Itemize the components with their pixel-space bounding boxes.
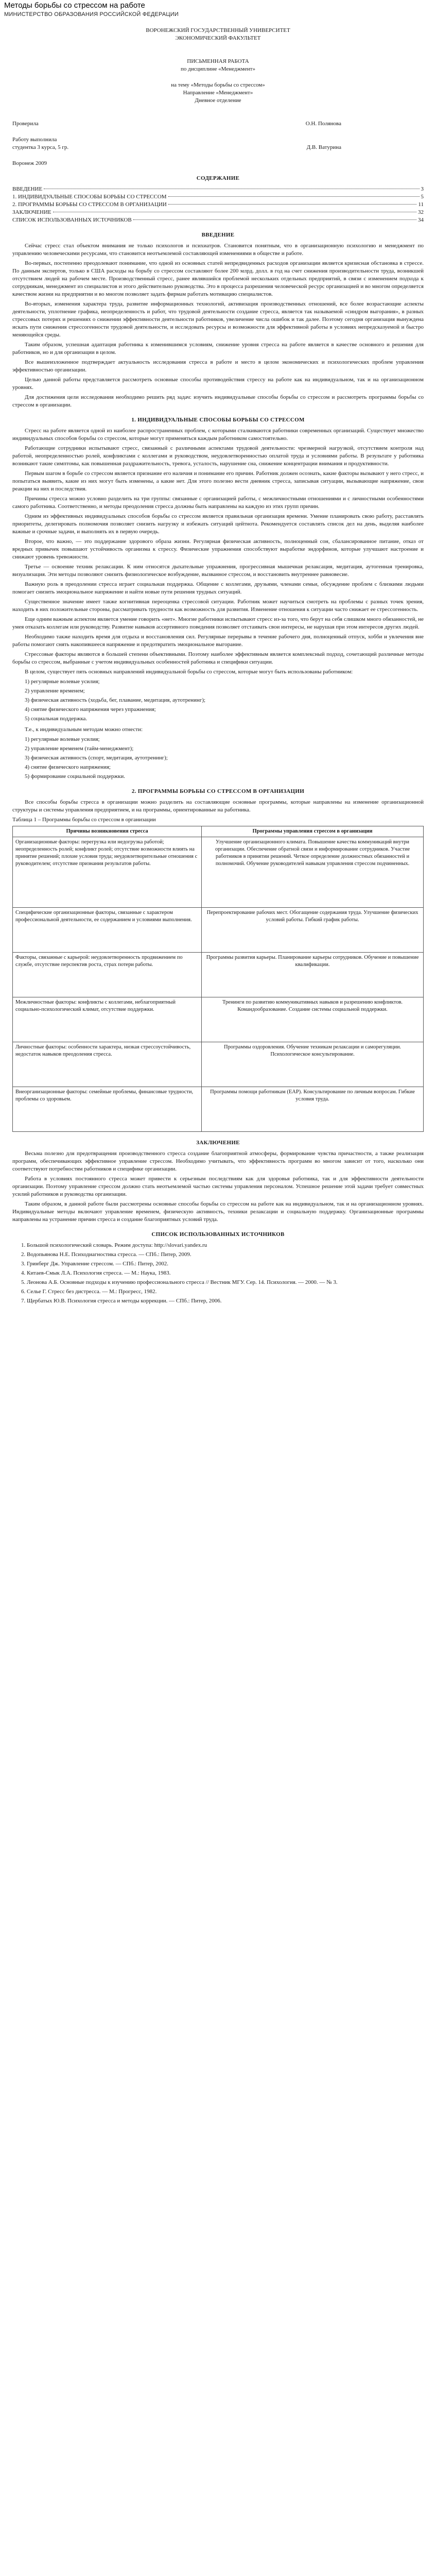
paragraph: Таким образом, успешная адаптация работника к изменившимся условиям, снижение уровня стресса на работе является в качестве основного и решения для работников, но и для организации в целом. (12, 342, 424, 355)
toc-row[interactable]: ЗАКЛЮЧЕНИЕ 32 (12, 209, 424, 215)
table-cell: Программы развития карьеры. Планирование карьеры сотрудников. Обучение и повышение квалификации. (202, 953, 424, 997)
toc (12, 185, 424, 224)
paragraph: Во-вторых, изменения характера труда, развитие информационных технологий, активизация производственных отношений, все более возрастающие аспекты деятельности, уплотнение графика, неопределенность и работ, что трудовой деятельности создание стресса, является так называемой «синдром выгорания», в разных стрессовых потерях и решениях о снижении эффективности деятельности работников, увеличение числа ошибок и так далее. Поэтому сегодня организация вынуждена искать пути снижения стрессогенности трудовой деятельности, и исследовать ресурсы и возможности для эффективной работы в условиях непредсказуемой и быстро меняющейся среды. (12, 301, 424, 338)
table-cell: Специфические организационные факторы, связанные с характером профессиональной деятельности, ее содержанием и условиями выполнения. (13, 908, 202, 953)
programs-table (12, 826, 424, 1132)
paragraph: Одним из эффективных индивидуальных способов борьбы со стрессом является правильная организация времени. Умение планировать свою работу, расставлять приоритеты, делегировать полномочия позволяет снизить нагрузку и избежать ситуаций цейтнота. Рекомендуется составлять список дел на день, выделяя наиболее важные и срочные задачи, и выполнять их в первую очередь. (12, 513, 424, 535)
done-row (12, 144, 424, 151)
toc-row[interactable]: 2. ПРОГРАММЫ БОРЬБЫ СО СТРЕССОМ В ОРГАНИЗАЦИИ 11 (12, 201, 424, 208)
title-block (12, 27, 424, 167)
ministry-line: МИНИСТЕРСТВО ОБРАЗОВАНИЯ РОССИЙСКОЙ ФЕДЕРАЦИИ (4, 11, 179, 18)
table-cell: Перепроектирование рабочих мест. Обогащение содержания труда. Улучшение физических условий работы. Гибкий график работы. (202, 908, 424, 953)
table-cell: Организационные факторы: перегрузка или недогрузка работой; неопределенность ролей; конфликт ролей; отсутствие возможности влиять на принятие решений; плохие условия труда; неудовлетворительные отношения с руководителем; отсутствие признания результатов работы. (13, 837, 202, 908)
reference-item: 6. Селье Г. Стресс без дистресса. — М.: Прогресс, 1982. (27, 1288, 424, 1296)
work-type: ПИСЬМЕННАЯ РАБОТА (187, 58, 249, 64)
reference-item: 4. Китаев-Смык Л.А. Психология стресса. — М.: Наука, 1983. (27, 1269, 424, 1277)
toc-row[interactable]: ВВЕДЕНИЕ 3 (12, 186, 424, 192)
page-title: Методы борьбы со стрессом на работе (4, 1, 145, 10)
checked-name: О.Н. Полянова (305, 121, 341, 127)
done-student: студентка 3 курса, 5 гр. (12, 144, 69, 150)
done-name: Д.В. Ватурина (306, 144, 341, 150)
paragraph: Целью данной работы представляется рассмотреть основные способы противодействия стрессу на работе как на индивидуальном, так и на организационном уровнях. (12, 377, 424, 391)
university: ВОРОНЕЖСКИЙ ГОСУДАРСТВЕННЫЙ УНИВЕРСИТЕТ (146, 27, 290, 33)
paragraph: Стресс на работе является одной из наиболее распространенных проблем, с которыми сталкиваются работники современных организаций. Существует множество индивидуальных способов борьбы со стрессом, которые могут применяться каждым работником самостоятельно. (12, 428, 424, 442)
table-row (13, 953, 424, 997)
toc-heading: СОДЕРЖАНИЕ (196, 175, 240, 181)
paragraph: Причины стресса можно условно разделить на три группы: связанные с организацией работы, с межличностными отношениями и с личностными особенностями самого работника. Соответственно, и методы преодоления стресса должны быть направлены на каждую из этих групп причин. (12, 496, 424, 510)
checked-label: Проверила (12, 121, 39, 127)
section1-body (12, 427, 424, 781)
table-cell: Тренинги по развитию коммуникативных навыков и разрешению конфликтов. Командообразование. Создание системы социальной поддержки. (202, 997, 424, 1042)
list-item: 4) снятие физического напряжения; (25, 764, 111, 770)
intro-heading: ВВЕДЕНИЕ (201, 232, 235, 238)
paragraph: Стрессовые факторы являются в большей степени объективными. Поэтому наиболее эффективным является комплексный подход, сочетающий различные методы борьбы со стрессом, выбранные с учетом индивидуальных особенностей работника и специфики ситуации. (12, 651, 424, 665)
city-year: Воронеж 2009 (12, 160, 47, 166)
table-cell: Улучшение организационного климата. Повышение качества коммуникаций внутри организации. Обеспечение обратной связи и информирование сотрудников. Участие работников в принятии решений. Четкое определение должностных обязанностей и полномочий. Обучение руководителей навыкам управления стрессом подчиненных. (202, 837, 424, 908)
list-item: 3) физическая активность (спорт, медитация, аутотренинг); (25, 755, 168, 761)
paragraph: Необходимо также находить время для отдыха и восстановления сил. Регулярные перерывы в течение рабочего дня, полноценный отпуск, хобби и увлечения вне работы помогают снять накопившееся напряжение и предотвратить эмоциональное выгорание. (12, 634, 424, 648)
paragraph: Важную роль в преодолении стресса играет социальная поддержка. Общение с коллегами, друзьями, членами семьи, обсуждение проблем с близкими людьми помогает снизить эмоциональное напряжение и найти новые пути решения трудных ситуаций. (12, 581, 424, 595)
references-list (12, 1242, 424, 1305)
references-heading: СПИСОК ИСПОЛЬЗОВАННЫХ ИСТОЧНИКОВ (151, 1231, 285, 1238)
section2-heading: 2. ПРОГРАММЫ БОРЬБЫ СО СТРЕССОМ В ОРГАНИЗАЦИИ (131, 788, 305, 794)
reference-item: 1. Большой психологический словарь. Режим доступа: http://slovari.yandex.ru (27, 1242, 424, 1249)
table-cell: Внеорганизационные факторы: семейные проблемы, финансовые трудности, проблемы со здоровьем. (13, 1087, 202, 1132)
discipline: по дисциплине «Менеджмент» (181, 66, 255, 72)
paragraph: Т.е., к индивидуальным методам можно отнести: (25, 726, 143, 733)
paragraph: Второе, что важно, — это поддержание здорового образа жизни. Регулярная физическая активность, полноценный сон, сбалансированное питание, отказ от вредных привычек повышают устойчивость организма к стрессу. Физические упражнения способствуют выработке эндорфинов, которые улучшают настроение и снижают уровень тревожности. (12, 538, 424, 560)
list (12, 736, 424, 781)
document-body (12, 27, 424, 2576)
toc-row[interactable]: СПИСОК ИСПОЛЬЗОВАННЫХ ИСТОЧНИКОВ 34 (12, 217, 424, 223)
table-row (13, 908, 424, 953)
table-caption: Таблица 1 – Программы борьбы со стрессом в организации (12, 817, 156, 823)
reference-item: 3. Гринберг Дж. Управление стрессом. — СПб.: Питер, 2002. (27, 1260, 424, 1268)
table-header: Программы управления стрессом в организации (202, 826, 424, 837)
table-header: Причины возникновения стресса (13, 826, 202, 837)
section1-heading: 1. ИНДИВИДУАЛЬНЫЕ СПОСОБЫ БОРЬБЫ СО СТРЕССОМ (131, 417, 305, 423)
paragraph: Еще одним важным аспектом является умение говорить «нет». Многие работники испытывают стресс из-за того, что берут на себя слишком много обязанностей, не умея отказать коллегам или руководству. Развитие навыков ассертивного поведения позволяет отстаивать свои интересы, не нарушая при этом интересов других людей. (12, 616, 424, 630)
paragraph: Работа в условиях постоянного стресса может привести к серьезным последствиям как для здоровья работника, так и для эффективности деятельности организации. Поэтому управление стрессом должно стать неотъемлемой частью системы управления персоналом. Успешное решение этой задачи требует совместных усилий работников и руководства организации. (12, 1176, 424, 1197)
done-label: Работу выполнила (12, 137, 57, 143)
paragraph: Третье — освоение техник релаксации. К ним относятся дыхательные упражнения, прогрессивная мышечная релаксация, медитация, аутогенная тренировка, визуализация. Эти методы позволяют снизить физиологическое возбуждение, вызванное стрессом, и восстановить внутреннее равновесие. (12, 564, 424, 578)
paragraph: Работающие сотрудники испытывают стресс, связанный с различными аспектами трудовой деятельности: чрезмерной нагрузкой, отсутствием контроля над работой, неопределенностью ролей, конфликтами с коллегами и руководством, неудовлетворенностью оплатой труда и условиями работы. В результате у работника возникают такие симптомы, как повышенная раздражительность, тревога, усталость, нарушение сна, снижение концентрации внимания и продуктивности. (12, 445, 424, 467)
topic: на тему «Методы борьбы со стрессом» (171, 82, 265, 88)
table-cell: Программы помощи работникам (ЕАР). Консультирование по личным вопросам. Гибкие условия труда. (202, 1087, 424, 1132)
list-item: 2) управление временем (тайм-менеджмент); (25, 745, 134, 752)
conclusion-body (12, 1150, 424, 1224)
paragraph: Существенное значение имеет также когнитивная переоценка стрессовой ситуации. Работник может научиться смотреть на проблемы с разных точек зрения, находить в них положительные стороны, рассматривать трудности как возможность для развития. Изменение отношения к ситуации часто снижает ее стрессогенность. (12, 599, 424, 613)
paragraph: Таким образом, в данной работе были рассмотрены основные способы борьбы со стрессом на работе как на индивидуальном, так и на организационном уровнях. Индивидуальные методы включают управление временем, физическую активность, техники релаксации и социальную поддержку. Организационные программы направлены на устранение причин стресса и создание благоприятных условий труда. (12, 1201, 424, 1223)
paragraph: В целом, существует пять основных направлений индивидуальной борьбы со стрессом, которые могут быть использованы работником: (25, 669, 353, 675)
intro-body (12, 242, 424, 409)
reference-item: 5. Леонова А.Б. Основные подходы к изучению профессионального стресса // Вестник МГУ. Сер. 14. Психология. — 2000. — № 3. (27, 1279, 424, 1286)
table-row (13, 837, 424, 908)
faculty: ЭКОНОМИЧЕСКИЙ ФАКУЛЬТЕТ (175, 35, 261, 41)
list-item: 1) регулярные волевые усилия; (25, 736, 100, 742)
paragraph: Первым шагом в борьбе со стрессом является признание его наличия и понимание его причин. Работник должен осознать, какие факторы вызывают у него стресс, и попытаться выявить, какие из них могут быть изменены, а какие нет. Для этого полезно вести дневник стресса, записывая ситуации, вызывающие напряжение, свои реакции на них и последствия. (12, 470, 424, 492)
list-item: 5) социальная поддержка. (25, 716, 88, 722)
list-item: 5) формирование социальной поддержки. (25, 773, 125, 779)
list-item: 3) физическая активность (ходьба, бег, плавание, медитация, аутотренинг); (25, 697, 206, 703)
reference-item: 7. Щербатых Ю.В. Психология стресса и методы коррекции. — СПб.: Питер, 2006. (27, 1297, 424, 1305)
list (12, 678, 424, 723)
reference-item: 2. Водопьянова Н.Е. Психодиагностика стресса. — СПб.: Питер, 2009. (27, 1251, 424, 1259)
list-item: 1) регулярные волевые усилия; (25, 679, 100, 685)
conclusion-heading: ЗАКЛЮЧЕНИЕ (196, 1140, 240, 1146)
paragraph: Для достижения цели исследования необходимо решить ряд задач: изучить индивидуальные способы борьбы со стрессом и рассмотреть программы борьбы со стрессом в организации. (12, 394, 424, 408)
table-cell: Программы оздоровления. Обучение техникам релаксации и саморегуляции. Психологическое консультирование. (202, 1042, 424, 1087)
paragraph: Сейчас стресс стал объектом внимания не только психологов и психиатров. Становится понятным, что в организационную психологию и менеджмент по управлению человеческими ресурсами, что становится неотъемлемой составляющей изменениями в обществе и работе. (12, 243, 424, 257)
list-item: 2) управление временем; (25, 688, 85, 694)
table-row (13, 1087, 424, 1132)
table-row (13, 1042, 424, 1087)
paragraph: Во-первых, постепенно преодолевают понимание, что одной из основных статей непредвиденных расходов организации является кризисная обстановка в стрессе. По данным экспертов, только в США расходы на борьбу со стрессом составляют более 200 млрд. долл. в год на счет снижения производительности труда, возникшей отсутствием людей на рабочем месте. Производственный стресс, ранее являвшийся проблемой нескольких отдельных предприятий, в связи с изменением подхода к сотрудникам, менеджмент из специалистов и этого действительно руководства. Это в процесса разрешения человеческой ресурс организацией и во многом определяется качеством жизни на предприятии и во многом позволяет задать фирмам работать мотивацию специалистов. (12, 260, 424, 297)
paragraph: Все вышеизложенное подтверждает актуальность исследования стресса в работе и место в целом экономических и психологических проблем управления эффективностью организации. (12, 359, 424, 373)
checked-row (12, 120, 424, 128)
direction: Направление «Менеджмент» (183, 90, 253, 96)
list-item: 4) снятие физического напряжения через упражнения; (25, 706, 156, 713)
study-form: Дневное отделение (195, 97, 241, 104)
table-row (13, 997, 424, 1042)
toc-row[interactable]: 1. ИНДИВИДУАЛЬНЫЕ СПОСОБЫ БОРЬБЫ СО СТРЕССОМ 5 (12, 194, 424, 200)
section2-body (12, 799, 424, 1132)
paragraph: Все способы борьбы стресса в организации можно разделить на составляющие основные программы, которые направлены на изменение организационной структуры и системы управления предприятием, и на программы, ориентированные на работника. (12, 799, 424, 813)
paragraph: Весьма полезно для предотвращения производственного стресса создание благоприятной атмосферы, формирование чувства причастности, а также реализация программ, обеспечивающих эффективное управление стрессом. Необходимо учитывать, что эффективность программ во многом зависит от того, насколько они соответствуют потребностям работников и специфике организации. (12, 1150, 424, 1172)
table-cell: Личностные факторы: особенности характера, низкая стрессоустойчивость, недостаток навыков преодоления стресса. (13, 1042, 202, 1087)
table-cell: Факторы, связанные с карьерой: неудовлетворенность продвижением по службе, отсутствие перспектив роста, страх потери работы. (13, 953, 202, 997)
table-cell: Межличностные факторы: конфликты с коллегами, неблагоприятный социально-психологический климат, отсутствие поддержки. (13, 997, 202, 1042)
